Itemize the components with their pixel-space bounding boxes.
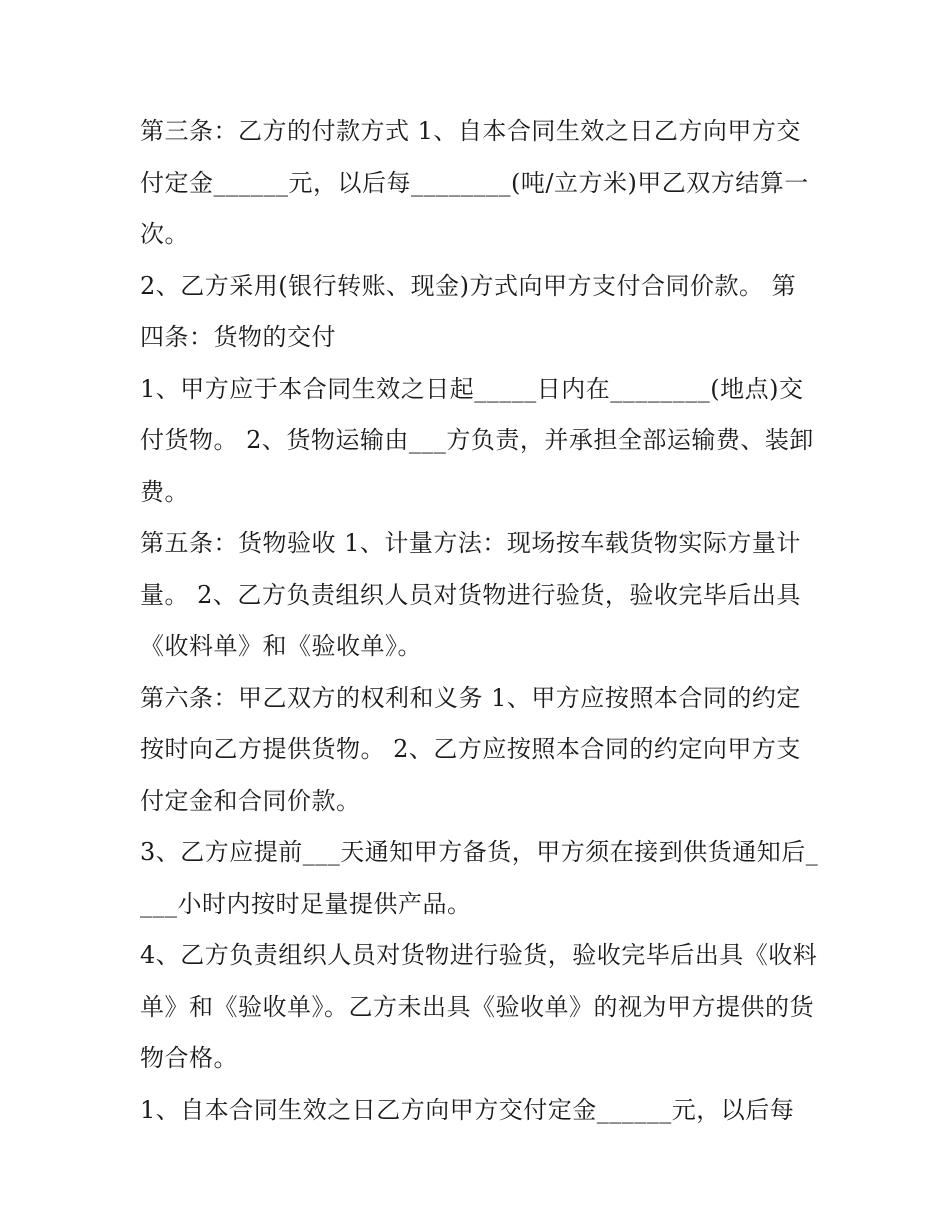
clause-4-delivery: 1、甲方应于本合同生效之日起_____日内在________(地点)交付货物。 2、货物运输由___方负责，并承担全部运输费、装卸费。 xyxy=(140,374,814,506)
clause-3-payment: 第三条：乙方的付款方式 1、自本合同生效之日乙方向甲方交付定金______元，以后每________(吨/立方米)甲乙双方结算一次。 xyxy=(140,117,809,248)
clause-6-item-4: 4、乙方负责组织人员对货物进行验货，验收完毕后出具《收料单》和《验收单》。乙方未出具《验收单》的视为甲方提供的货物合格。 xyxy=(140,941,818,1072)
repeated-item-1: 1、自本合同生效之日乙方向甲方交付定金______元，以后每 xyxy=(140,1095,795,1124)
clause-3-payment-method: 2、乙方采用(银行转账、现金)方式向甲方支付合同价款。 第四条：货物的交付 xyxy=(140,271,797,351)
clause-5-acceptance: 第五条：货物验收 1、计量方法：现场按车载货物实际方量计量。 2、乙方负责组织人员对货物进行验货，验收完毕后出具《收料单》和《验收单》。 xyxy=(140,529,801,660)
clause-6-rights: 第六条：甲乙双方的权利和义务 1、甲方应按照本合同的约定按时向乙方提供货物。 2、乙方应按照本合同的约定向甲方支付定金和合同价款。 xyxy=(140,683,801,815)
clause-6-item-3: 3、乙方应提前___天通知甲方备货，甲方须在接到供货通知后____小时内按时足量提供产品。 xyxy=(140,838,819,918)
document-body xyxy=(140,106,820,1136)
